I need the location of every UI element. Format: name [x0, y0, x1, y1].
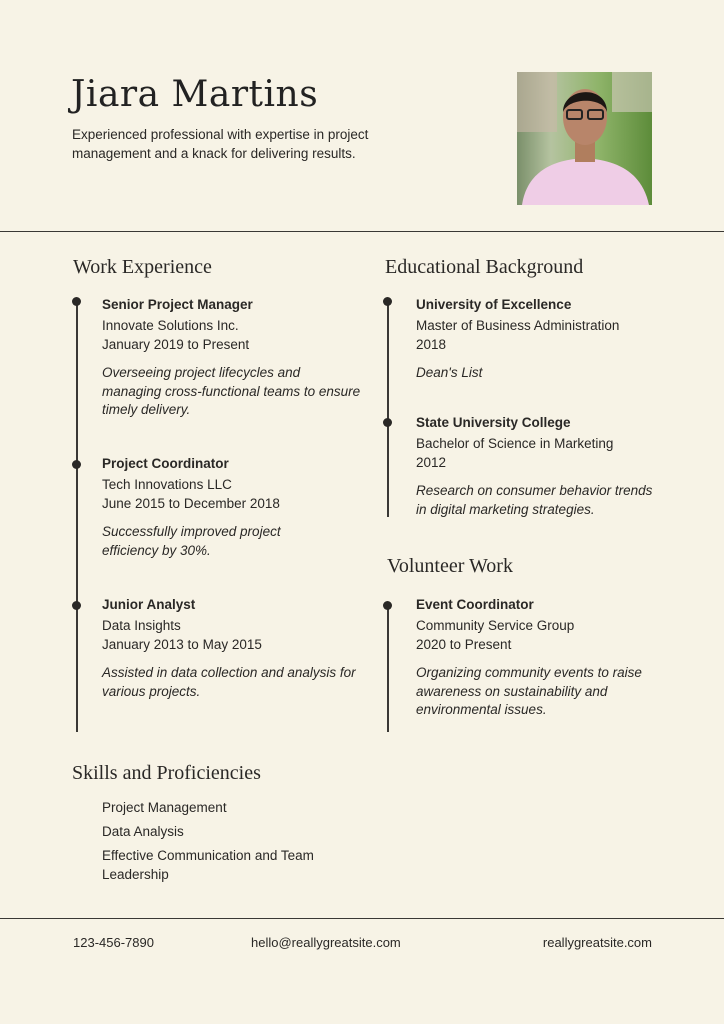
timeline-line [76, 300, 78, 732]
volunteer-entry [416, 595, 666, 720]
profile-photo [517, 72, 652, 205]
job-title: Junior Analyst [102, 597, 196, 612]
volunteer-heading: Volunteer Work [387, 555, 513, 577]
dates: June 2015 to December 2018 [102, 496, 280, 511]
timeline-dot [383, 297, 392, 306]
education-entry [416, 413, 666, 519]
job-title: Project Coordinator [102, 456, 229, 471]
timeline-dot [72, 601, 81, 610]
education-entry [416, 295, 666, 383]
dates: January 2013 to May 2015 [102, 637, 262, 652]
description: Successfully improved project efficiency by 30%. [102, 524, 281, 558]
timeline-line [387, 300, 389, 517]
school: University of Excellence [416, 297, 572, 312]
timeline-dot [383, 601, 392, 610]
skill-item: Data Analysis [102, 824, 184, 839]
phone: 123-456-7890 [73, 935, 154, 950]
divider [0, 231, 724, 232]
description: Organizing community events to raise awareness on sustainability and environmental issues. [416, 665, 642, 717]
timeline-dot [72, 297, 81, 306]
company: Tech Innovations LLC [102, 477, 232, 492]
website[interactable]: reallygreatsite.com [542, 935, 652, 950]
company: Data Insights [102, 618, 181, 633]
education-heading: Educational Background [385, 256, 584, 278]
degree: Bachelor of Science in Marketing [416, 436, 614, 451]
year: 2012 [416, 455, 447, 470]
work-entry [102, 295, 362, 420]
school: State University College [416, 415, 571, 430]
work-experience-heading: Work Experience [73, 256, 212, 278]
description: Research on consumer behavior trends in digital marketing strategies. [416, 483, 653, 517]
company: Innovate Solutions Inc. [102, 318, 239, 333]
timeline-line [387, 603, 389, 732]
skill-item: Effective Communication and Team Leadership [102, 848, 314, 882]
timeline-dot [383, 418, 392, 427]
skills-heading: Skills and Proficiencies [72, 762, 261, 784]
description: Overseeing project lifecycles and managing cross-functional teams to ensure timely delivery. [102, 365, 361, 417]
work-entry [102, 595, 357, 701]
dates: 2020 to Present [416, 637, 512, 652]
role: Event Coordinator [416, 597, 534, 612]
description: Dean's List [416, 365, 483, 380]
dates: January 2019 to Present [102, 337, 250, 352]
degree: Master of Business Administration [416, 318, 620, 333]
work-entry [102, 454, 332, 560]
candidate-name: Jiara Martins [71, 74, 319, 115]
organization: Community Service Group [416, 618, 575, 633]
description: Assisted in data collection and analysis for various projects. [102, 665, 356, 699]
summary: Experienced professional with expertise in project management and a knack for delivering results. [72, 127, 369, 161]
job-title: Senior Project Manager [102, 297, 253, 312]
year: 2018 [416, 337, 447, 352]
email[interactable]: hello@reallygreatsite.com [251, 935, 401, 950]
skill-item: Project Management [102, 800, 227, 815]
divider [0, 918, 724, 919]
timeline-dot [72, 460, 81, 469]
